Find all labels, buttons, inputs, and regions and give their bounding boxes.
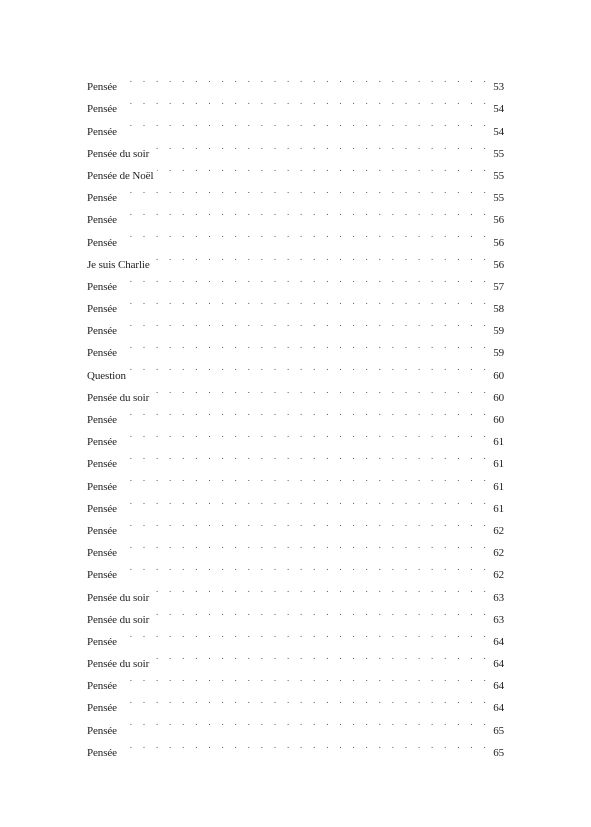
- toc-dot-leader: [153, 379, 492, 401]
- toc-entry-title: Question: [87, 369, 126, 382]
- toc-dot-leader: [121, 223, 492, 245]
- toc-dot-leader: [154, 246, 492, 268]
- toc-entry-page-number: 59: [493, 325, 504, 338]
- toc-entry-page-number: 58: [493, 303, 504, 316]
- toc-entry-title: Pensée: [87, 547, 117, 560]
- toc-dot-leader: [121, 534, 492, 556]
- toc-dot-leader: [121, 68, 492, 90]
- toc-entry-title: Pensée: [87, 325, 117, 338]
- toc-entry-page-number: 61: [493, 436, 504, 449]
- toc-entry[interactable]: [87, 290, 504, 316]
- toc-entry[interactable]: [87, 179, 504, 205]
- toc-entry[interactable]: [87, 534, 504, 560]
- toc-entry[interactable]: [87, 312, 504, 338]
- toc-entry[interactable]: [87, 689, 504, 715]
- toc-entry-title: Pensée de Noël: [87, 169, 154, 182]
- toc-entry-page-number: 54: [493, 125, 504, 138]
- toc-entry-page-number: 57: [493, 280, 504, 293]
- toc-entry-title: Pensée: [87, 458, 117, 471]
- toc-entry[interactable]: [87, 490, 504, 515]
- toc-dot-leader: [121, 334, 492, 356]
- toc-entry[interactable]: [87, 423, 504, 449]
- toc-entry[interactable]: [87, 379, 504, 404]
- toc-dot-leader: [121, 112, 492, 134]
- toc-entry-page-number: 60: [493, 369, 504, 382]
- toc-entry-title: Pensée du soir: [87, 658, 150, 671]
- toc-entry-title: Pensée: [87, 280, 117, 293]
- toc-entry-page-number: 54: [493, 103, 504, 116]
- toc-entry-page-number: 61: [493, 458, 504, 471]
- toc-dot-leader: [121, 423, 492, 445]
- toc-entry-title: Pensée: [87, 214, 117, 227]
- toc-dot-leader: [153, 601, 492, 623]
- toc-entry-title: Pensée: [87, 702, 117, 715]
- toc-entry-page-number: 65: [493, 746, 504, 759]
- toc-entry-page-number: 62: [493, 524, 504, 537]
- toc-entry[interactable]: [87, 356, 504, 382]
- toc-dot-leader: [121, 90, 492, 112]
- toc-entry-title: Pensée: [87, 414, 117, 426]
- toc-dot-leader: [121, 711, 492, 733]
- toc-entry-page-number: 56: [493, 214, 504, 227]
- toc-entry[interactable]: [87, 623, 504, 648]
- toc-entry[interactable]: [87, 711, 504, 737]
- toc-entry[interactable]: [87, 268, 504, 293]
- toc-dot-leader: [121, 556, 492, 578]
- toc-dot-leader: [153, 135, 492, 157]
- toc-entry-page-number: 55: [493, 169, 504, 182]
- toc-dot-leader: [121, 312, 492, 334]
- toc-dot-leader: [153, 645, 492, 667]
- toc-entry[interactable]: [87, 68, 504, 94]
- toc-entry-title: Pensée: [87, 347, 117, 360]
- toc-entry[interactable]: [87, 645, 504, 671]
- toc-entry-title: Pensée: [87, 502, 117, 515]
- toc-dot-leader: [121, 689, 492, 711]
- toc-dot-leader: [121, 179, 492, 201]
- toc-entry[interactable]: [87, 334, 504, 360]
- toc-dot-leader: [121, 268, 492, 290]
- toc-entry-page-number: 64: [493, 680, 504, 693]
- toc-dot-leader: [121, 401, 492, 423]
- toc-entry[interactable]: [87, 578, 504, 604]
- toc-entry[interactable]: [87, 201, 504, 227]
- toc-entry-page-number: 60: [493, 414, 504, 426]
- toc-entry-title: Je suis Charlie: [87, 258, 150, 271]
- toc-entry[interactable]: [87, 223, 504, 249]
- toc-entry[interactable]: [87, 135, 504, 160]
- toc-entry-page-number: 60: [493, 391, 504, 404]
- toc-dot-leader: [121, 734, 492, 756]
- toc-dot-leader: [121, 201, 492, 223]
- toc-dot-leader: [121, 445, 492, 467]
- table-of-contents: [87, 68, 504, 759]
- toc-entry-page-number: 61: [493, 480, 504, 493]
- toc-entry-title: Pensée: [87, 436, 117, 449]
- toc-entry-page-number: 64: [493, 702, 504, 715]
- toc-entry[interactable]: [87, 556, 504, 582]
- toc-dot-leader: [121, 667, 492, 689]
- toc-entry[interactable]: [87, 512, 504, 537]
- toc-entry-page-number: 55: [493, 147, 504, 160]
- toc-dot-leader: [121, 490, 492, 512]
- toc-dot-leader: [121, 623, 492, 645]
- toc-entry-page-number: 63: [493, 591, 504, 604]
- toc-entry[interactable]: [87, 90, 504, 116]
- toc-entry-title: Pensée: [87, 724, 117, 737]
- toc-dot-leader: [153, 578, 492, 600]
- toc-entry-title: Pensée: [87, 125, 117, 138]
- toc-entry-title: Pensée: [87, 103, 117, 116]
- toc-entry-title: Pensée: [87, 480, 117, 493]
- toc-dot-leader: [157, 157, 492, 179]
- toc-entry-title: Pensée: [87, 569, 117, 582]
- toc-entry-title: Pensée du soir: [87, 613, 150, 626]
- toc-entry[interactable]: [87, 112, 504, 138]
- toc-entry[interactable]: [87, 467, 504, 493]
- toc-dot-leader: [121, 290, 492, 312]
- toc-entry-page-number: 62: [493, 569, 504, 582]
- toc-entry-page-number: 65: [493, 724, 504, 737]
- toc-entry-title: Pensée: [87, 524, 117, 537]
- toc-entry[interactable]: [87, 734, 504, 759]
- toc-dot-leader: [121, 512, 492, 534]
- toc-entry[interactable]: [87, 401, 504, 426]
- toc-entry-title: Pensée du soir: [87, 591, 150, 604]
- toc-entry-page-number: 56: [493, 236, 504, 249]
- toc-entry-page-number: 56: [493, 258, 504, 271]
- toc-entry-title: Pensée: [87, 236, 117, 249]
- toc-entry-title: Pensée: [87, 303, 117, 316]
- toc-entry-page-number: 55: [493, 192, 504, 205]
- toc-entry[interactable]: [87, 667, 504, 693]
- toc-entry-title: Pensée: [87, 746, 117, 759]
- toc-dot-leader: [121, 467, 492, 489]
- toc-entry-title: Pensée: [87, 192, 117, 205]
- toc-entry-page-number: 61: [493, 502, 504, 515]
- toc-dot-leader: [130, 356, 492, 378]
- toc-entry-title: Pensée: [87, 680, 117, 693]
- toc-entry-title: Pensée: [87, 81, 117, 94]
- toc-entry-page-number: 63: [493, 613, 504, 626]
- toc-entry-page-number: 62: [493, 547, 504, 560]
- toc-entry-title: Pensée du soir: [87, 147, 150, 160]
- toc-entry-page-number: 64: [493, 635, 504, 648]
- toc-entry[interactable]: [87, 246, 504, 271]
- toc-entry-title: Pensée du soir: [87, 391, 150, 404]
- toc-entry-page-number: 64: [493, 658, 504, 671]
- toc-entry-page-number: 53: [493, 81, 504, 94]
- toc-entry-title: Pensée: [87, 635, 117, 648]
- toc-entry-page-number: 59: [493, 347, 504, 360]
- toc-entry[interactable]: [87, 445, 504, 471]
